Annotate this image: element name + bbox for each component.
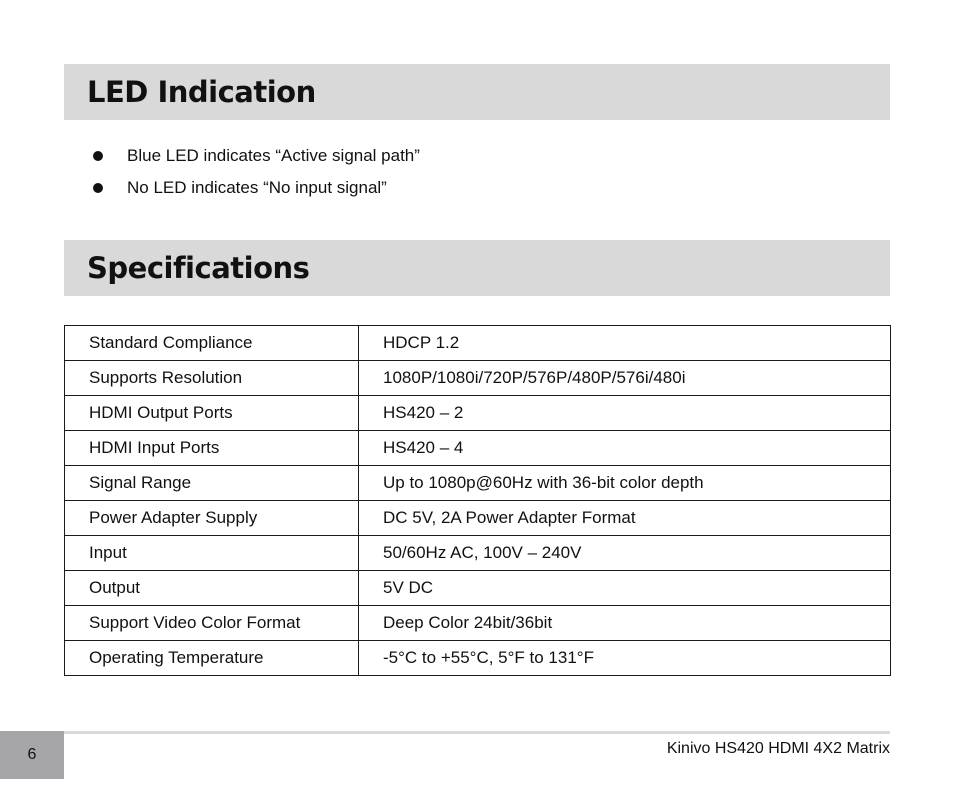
spec-value: -5°C to +55°C, 5°F to 131°F — [359, 641, 891, 676]
table-row — [65, 571, 891, 606]
spec-key: Supports Resolution — [65, 361, 359, 396]
bullet-icon — [93, 183, 103, 193]
table-row — [65, 326, 891, 361]
spec-key: Signal Range — [65, 466, 359, 501]
spec-value: HS420 – 2 — [359, 396, 891, 431]
specifications-title: Specifications — [87, 251, 310, 285]
spec-key: Support Video Color Format — [65, 606, 359, 641]
footer-product-title: Kinivo HS420 HDMI 4X2 Matrix — [666, 740, 890, 757]
page-number-box — [0, 731, 64, 779]
table-row — [65, 431, 891, 466]
spec-key: Standard Compliance — [65, 326, 359, 361]
table-row — [65, 606, 891, 641]
spec-value: 50/60Hz AC, 100V – 240V — [359, 536, 891, 571]
bullet-text: Blue LED indicates “Active signal path” — [127, 146, 420, 165]
bullet-text: No LED indicates “No input signal” — [127, 178, 387, 197]
spec-key: Operating Temperature — [65, 641, 359, 676]
spec-value: Up to 1080p@60Hz with 36-bit color depth — [359, 466, 891, 501]
bullet-icon — [93, 151, 103, 161]
spec-key: Output — [65, 571, 359, 606]
specifications-header — [64, 240, 890, 296]
spec-value: DC 5V, 2A Power Adapter Format — [359, 501, 891, 536]
spec-key: HDMI Output Ports — [65, 396, 359, 431]
spec-value: 1080P/1080i/720P/576P/480P/576i/480i — [359, 361, 891, 396]
spec-key: Power Adapter Supply — [65, 501, 359, 536]
table-row — [65, 641, 891, 676]
spec-value: 5V DC — [359, 571, 891, 606]
specifications-table — [64, 325, 891, 676]
table-row — [65, 396, 891, 431]
table-row — [65, 466, 891, 501]
table-row — [65, 501, 891, 536]
led-indication-title: LED Indication — [87, 75, 316, 109]
spec-value: Deep Color 24bit/36bit — [359, 606, 891, 641]
spec-value: HS420 – 4 — [359, 431, 891, 466]
page-number: 6 — [27, 746, 37, 763]
footer-divider — [64, 731, 890, 734]
spec-key: Input — [65, 536, 359, 571]
led-indication-header — [64, 64, 890, 120]
table-row — [65, 536, 891, 571]
spec-key: HDMI Input Ports — [65, 431, 359, 466]
table-row — [65, 361, 891, 396]
spec-value: HDCP 1.2 — [359, 326, 891, 361]
